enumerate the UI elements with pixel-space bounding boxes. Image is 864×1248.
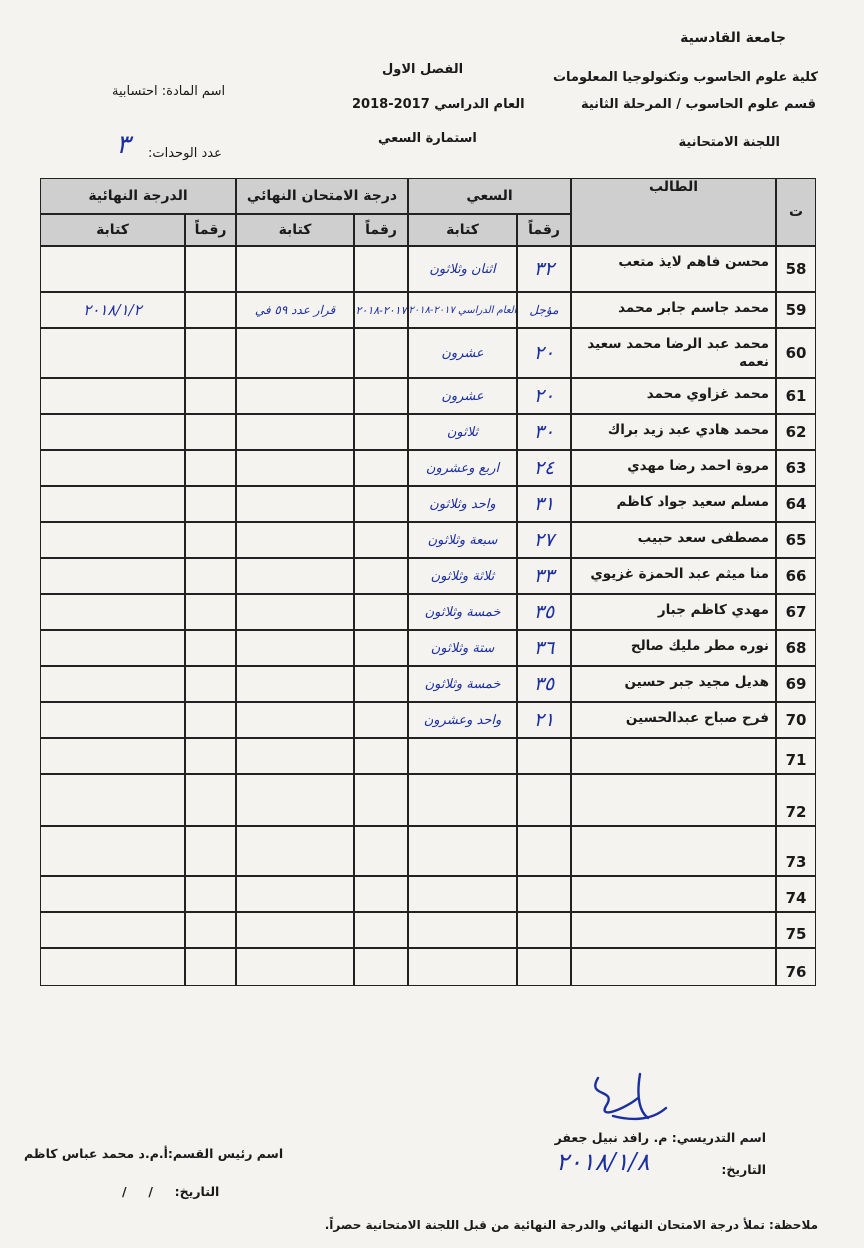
student-name: نوره مطر مليك صالح	[571, 630, 776, 666]
final-exam-words	[236, 328, 354, 378]
final-exam-words-header: كتابة	[236, 214, 354, 246]
effort-words: سبعة وثلاثون	[408, 522, 517, 558]
row-number: 59	[776, 292, 816, 328]
college-name: كلية علوم الحاسوب وتكنولوجيا المعلومات	[552, 70, 818, 85]
col-student-header: الطالب	[571, 178, 776, 246]
effort-words	[408, 826, 517, 876]
effort-digits	[517, 912, 571, 948]
effort-words: ثلاثون	[408, 414, 517, 450]
col-final-grade-header: الدرجة النهائية	[40, 178, 236, 214]
final-grade-words	[40, 246, 185, 292]
final-exam-words	[236, 378, 354, 414]
row-number: 58	[776, 246, 816, 292]
student-name: محمد غزاوي محمد	[571, 378, 776, 414]
final-exam-words	[236, 594, 354, 630]
student-name: محمد جاسم جابر محمد	[571, 292, 776, 328]
final-grade-words	[40, 774, 185, 826]
row-number: 76	[776, 948, 816, 986]
final-grade-words: ٢٠١٨/١/٢	[40, 292, 185, 328]
effort-words: ثلاثة وثلاثون	[408, 558, 517, 594]
final-exam-words	[236, 826, 354, 876]
final-exam-digits	[354, 826, 408, 876]
final-grade-digits	[185, 826, 236, 876]
final-grade-digits	[185, 558, 236, 594]
row-number: 71	[776, 738, 816, 774]
effort-digits: ٢٤	[517, 450, 571, 486]
final-exam-words	[236, 246, 354, 292]
university-name: جامعة القادسية	[680, 30, 786, 46]
final-exam-digits	[354, 246, 408, 292]
final-exam-digits	[354, 558, 408, 594]
final-grade-digits	[185, 948, 236, 986]
final-exam-digits	[354, 630, 408, 666]
note: ملاحظة: تملأ درجة الامتحان النهائي والدرجة النهائية من قبل اللجنة الامتحانية حصراً.	[324, 1218, 818, 1232]
final-grade-words-header: كتابة	[40, 214, 185, 246]
effort-words	[408, 948, 517, 986]
effort-digits: ٣٦	[517, 630, 571, 666]
final-grade-words	[40, 414, 185, 450]
effort-digits	[517, 826, 571, 876]
final-grade-digits	[185, 378, 236, 414]
final-grade-digits	[185, 522, 236, 558]
final-grade-words	[40, 948, 185, 986]
final-grade-digits	[185, 630, 236, 666]
final-grade-digits	[185, 450, 236, 486]
final-exam-words	[236, 450, 354, 486]
final-exam-words	[236, 666, 354, 702]
final-exam-digits	[354, 912, 408, 948]
student-name: منا ميثم عبد الحمزة غزيوي	[571, 558, 776, 594]
final-grade-digits	[185, 486, 236, 522]
student-name: محمد عبد الرضا محمد سعيد نعمه	[571, 328, 776, 378]
final-grade-digits	[185, 702, 236, 738]
final-grade-digits	[185, 328, 236, 378]
row-number: 69	[776, 666, 816, 702]
final-grade-digits	[185, 912, 236, 948]
effort-digits: ٢٧	[517, 522, 571, 558]
effort-digits	[517, 774, 571, 826]
final-grade-words	[40, 876, 185, 912]
effort-digits	[517, 738, 571, 774]
student-name	[571, 948, 776, 986]
student-name: مسلم سعيد جواد كاظم	[571, 486, 776, 522]
row-number: 72	[776, 774, 816, 826]
final-exam-digits	[354, 414, 408, 450]
final-grade-digits	[185, 738, 236, 774]
effort-words	[408, 912, 517, 948]
student-name	[571, 774, 776, 826]
final-grade-words	[40, 328, 185, 378]
col-seq-header: ت	[776, 178, 816, 246]
effort-words-header: كتابة	[408, 214, 517, 246]
effort-digits	[517, 948, 571, 986]
final-exam-words	[236, 486, 354, 522]
final-grade-words	[40, 826, 185, 876]
instructor-name: اسم التدريسي: م. رافد نبيل جعفر	[554, 1130, 766, 1145]
effort-digits: ٣٠	[517, 414, 571, 450]
final-exam-digits	[354, 702, 408, 738]
effort-words	[408, 738, 517, 774]
final-grade-words	[40, 630, 185, 666]
academic-year: العام الدراسي 2017-2018	[352, 97, 525, 112]
final-grade-words	[40, 912, 185, 948]
col-final-exam-header: درجة الامتحان النهائي	[236, 178, 408, 214]
effort-digits: ٢٠	[517, 378, 571, 414]
row-number: 66	[776, 558, 816, 594]
head-date: التاريخ: / /	[122, 1184, 220, 1199]
effort-words: العام الدراسي ٢٠١٧-٢٠١٨	[408, 292, 517, 328]
final-grade-words	[40, 522, 185, 558]
student-name: فرح صباح عبدالحسين	[571, 702, 776, 738]
final-exam-digits	[354, 486, 408, 522]
final-exam-words	[236, 738, 354, 774]
row-number: 60	[776, 328, 816, 378]
effort-digits: ٢٠	[517, 328, 571, 378]
effort-words: عشرون	[408, 378, 517, 414]
effort-digits: ٣٥	[517, 666, 571, 702]
final-grade-words	[40, 594, 185, 630]
student-name: محسن فاهم لايذ متعب	[571, 246, 776, 292]
committee-name: اللجنة الامتحانية	[678, 135, 780, 150]
grades-table	[40, 178, 816, 1048]
final-grade-digits	[185, 292, 236, 328]
final-exam-digits	[354, 378, 408, 414]
student-name	[571, 912, 776, 948]
units-label: عدد الوحدات:	[148, 146, 222, 161]
row-number: 61	[776, 378, 816, 414]
row-number: 75	[776, 912, 816, 948]
final-exam-words	[236, 774, 354, 826]
col-effort-header: السعي	[408, 178, 571, 214]
effort-words	[408, 774, 517, 826]
final-grade-digits	[185, 876, 236, 912]
effort-digits: ٣٣	[517, 558, 571, 594]
final-grade-words	[40, 558, 185, 594]
instructor-date: ٢٠١٨/١/٨	[556, 1148, 650, 1176]
row-number: 65	[776, 522, 816, 558]
final-grade-digits	[185, 594, 236, 630]
effort-words: واحد وعشرون	[408, 702, 517, 738]
effort-digits: ٣٢	[517, 246, 571, 292]
final-exam-digits	[354, 594, 408, 630]
effort-digits-header: رقماً	[517, 214, 571, 246]
semester: الفصل الاول	[382, 62, 464, 77]
head-of-department: اسم رئيس القسم:أ.م.د محمد عباس كاظم	[24, 1146, 284, 1161]
department-name: قسم علوم الحاسوب / المرحلة الثانية	[580, 97, 816, 112]
effort-digits	[517, 876, 571, 912]
effort-words: ستة وثلاثون	[408, 630, 517, 666]
row-number: 70	[776, 702, 816, 738]
final-exam-words	[236, 876, 354, 912]
student-name: مصطفى سعد حبيب	[571, 522, 776, 558]
effort-digits: ٣٥	[517, 594, 571, 630]
final-exam-digits-header: رقماً	[354, 214, 408, 246]
student-name: مروة احمد رضا مهدي	[571, 450, 776, 486]
effort-digits: ٣١	[517, 486, 571, 522]
final-exam-words	[236, 948, 354, 986]
student-name: مهدي كاظم جبار	[571, 594, 776, 630]
effort-digits: ٢١	[517, 702, 571, 738]
final-exam-digits	[354, 738, 408, 774]
student-name: هديل مجيد جبر حسين	[571, 666, 776, 702]
effort-words: عشرون	[408, 328, 517, 378]
units-value: ٣	[116, 130, 130, 160]
effort-words: اربع وعشرون	[408, 450, 517, 486]
final-grade-digits	[185, 246, 236, 292]
student-name	[571, 826, 776, 876]
final-exam-words	[236, 630, 354, 666]
row-number: 62	[776, 414, 816, 450]
final-exam-words	[236, 414, 354, 450]
final-grade-digits	[185, 414, 236, 450]
final-grade-words	[40, 378, 185, 414]
final-exam-digits	[354, 328, 408, 378]
row-number: 68	[776, 630, 816, 666]
student-name	[571, 738, 776, 774]
row-number: 63	[776, 450, 816, 486]
instructor-date-label: التاريخ:	[721, 1162, 766, 1177]
final-exam-digits	[354, 876, 408, 912]
student-name	[571, 876, 776, 912]
final-exam-words: قرار عدد ٥٩ في	[236, 292, 354, 328]
signature-mark	[578, 1068, 668, 1128]
final-exam-words	[236, 912, 354, 948]
final-exam-words	[236, 702, 354, 738]
student-name: محمد هادي عبد زيد براك	[571, 414, 776, 450]
final-grade-digits	[185, 666, 236, 702]
final-grade-words	[40, 666, 185, 702]
final-grade-words	[40, 450, 185, 486]
subject-label: اسم المادة: احتسابية	[112, 84, 226, 99]
final-exam-words	[236, 558, 354, 594]
effort-digits: مؤجل	[517, 292, 571, 328]
row-number: 73	[776, 826, 816, 876]
final-grade-words	[40, 738, 185, 774]
effort-words: واحد وثلاثون	[408, 486, 517, 522]
final-exam-digits	[354, 948, 408, 986]
final-exam-words	[236, 522, 354, 558]
final-exam-digits	[354, 522, 408, 558]
row-number: 64	[776, 486, 816, 522]
effort-words	[408, 876, 517, 912]
row-number: 67	[776, 594, 816, 630]
row-number: 74	[776, 876, 816, 912]
final-grade-digits	[185, 774, 236, 826]
effort-words: خمسة وثلاثون	[408, 594, 517, 630]
effort-words: اثنان وثلاثون	[408, 246, 517, 292]
final-grade-words	[40, 486, 185, 522]
final-exam-digits	[354, 666, 408, 702]
final-exam-digits: ٢٠١٧-٢٠١٨	[354, 292, 408, 328]
final-exam-digits	[354, 774, 408, 826]
final-grade-words	[40, 702, 185, 738]
form-title: استمارة السعي	[378, 131, 477, 146]
effort-words: خمسة وثلاثون	[408, 666, 517, 702]
final-exam-digits	[354, 450, 408, 486]
final-grade-digits-header: رقماً	[185, 214, 236, 246]
